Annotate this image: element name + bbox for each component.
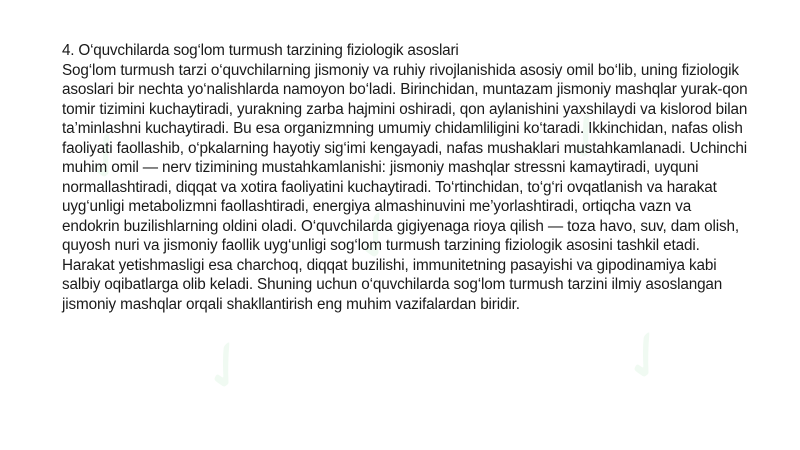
section-heading: 4. O‘quvchilarda sog‘lom turmush tarzining fiziologik asoslari bbox=[62, 42, 459, 59]
section-body: Sog‘lom turmush tarzi o‘quvchilarning jismoniy va ruhiy rivojlanishida asosiy omil bo‘lib, uning fiziologik asoslari bir nechta yo‘nalishlarda namoyon bo‘ladi. Birinchidan, muntazam jismoniy mashqlar yurak-qon tomir tizimini kuchaytiradi, yurakning zarba hajmini oshiradi, qon aylanishini yaxshilaydi va kislorod bilan ta’minlashni kuchaytiradi. Bu esa organizmning umumiy chidamliligini ko‘taradi. Ikkinchidan, nafas olish faoliyati faollashib, o‘pkalarning hayotiy sig‘imi kengayadi, nafas mushaklari mustahkamlanadi. Uchinchi muhim omil — nerv tizimining mustahkamlanishi: jismoniy mashqlar stressni kamaytiradi, uyquni normallashtiradi, diqqat va xotira faoliyatini kuchaytiradi. To‘rtinchidan, to‘g‘ri ovqatlanish va harakat uyg‘unligi metabolizmni faollashtiradi, energiya almashinuvini me’yorlashtiradi, ortiqcha vazn va endokrin buzilishlarning oldini oladi. O‘quvchilarda gigiyenaga rioya qilish — toza havo, suv, dam olish, quyosh nuri va jismoniy faollik uyg‘unligi sog‘lom turmush tarzining fiziologik asosini tashkil etadi. Harakat yetishmasligi esa charchoq, diqqat buzilishi, immunitetning pasayishi va gipodinamiya kabi salbiy oqibatlarga olib keladi. Shuning uchun o‘quvchilarda sog‘lom turmush tarzini ilmiy asoslangan jismoniy mashqlar orqali shakllantirish eng muhim vazifalardan biridir. bbox=[62, 61, 748, 313]
watermark-mark: ✓ bbox=[63, 111, 150, 203]
document-content bbox=[62, 41, 748, 314]
watermark-mark: ✓ bbox=[183, 321, 270, 413]
watermark-mark: ✓ bbox=[543, 91, 630, 183]
watermark-mark: ✓ bbox=[333, 191, 420, 283]
watermark-mark: ✓ bbox=[603, 311, 690, 403]
